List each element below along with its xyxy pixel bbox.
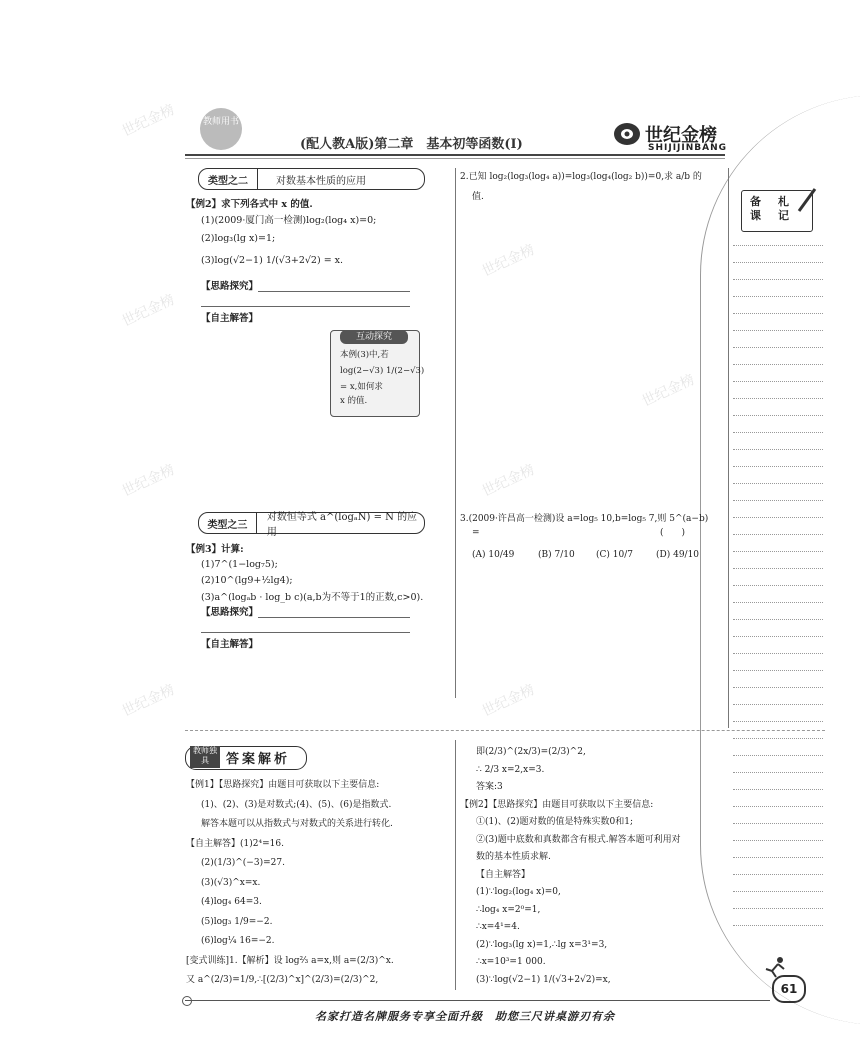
answer-line-text: 【自主解答】: [476, 869, 531, 880]
answer-line-text: (3)∵log(√2−1) 1/(√3+2√2)=x,: [476, 974, 611, 985]
header-rule-thin: [185, 158, 725, 159]
brand-subtitle: SHIJIJINBANG: [648, 143, 728, 153]
answer-line-text: ∴ 2/3 x=2,x=3.: [476, 764, 545, 775]
notes-rule: [733, 330, 823, 331]
page-curve: [700, 95, 860, 1025]
notes-rule: [733, 602, 823, 603]
answer-line-text: 又 a^(2/3)=1/9,∴[(2/3)^x]^(2/3)=(2/3)^2,: [186, 975, 379, 985]
question-3-eq: =: [472, 528, 480, 538]
notes-divider: [728, 168, 729, 728]
example-item: (2)10^(lg9+½lg4);: [201, 575, 293, 586]
option-b: (B) 7/10: [538, 550, 575, 560]
notes-rule: [733, 687, 823, 688]
interactive-line: 本例(3)中,若: [340, 350, 389, 360]
notes-rule: [733, 313, 823, 314]
type-box-3: [198, 512, 425, 538]
notes-rule: [733, 585, 823, 586]
question-3: 3.(2009·许昌高一检测)设 a=log₅ 10,b=log₅ 7,则 5^(a−b): [460, 514, 709, 524]
example-title: 【例3】计算:: [186, 544, 244, 555]
answer-label: 【自主解答】: [201, 313, 259, 324]
example-item: (1)(2009·厦门高一检测)log₂(log₄ x)=0;: [201, 215, 377, 226]
watermark: 世纪金榜: [479, 681, 538, 720]
example-title: 【例2】求下列各式中 x 的值.: [186, 199, 313, 210]
answer-line-text: ∴x=10³=1 000.: [476, 957, 546, 967]
notes-rule: [733, 755, 823, 756]
answer-line: [201, 632, 410, 633]
brand-logo: 世纪金榜: [645, 125, 717, 146]
notes-rule: [733, 398, 823, 399]
notes-label-left: 备课: [750, 195, 761, 222]
watermark: 世纪金榜: [119, 461, 178, 500]
notes-rule: [733, 347, 823, 348]
notes-rule: [733, 500, 823, 501]
answers-title: 答案解析: [226, 752, 291, 767]
notes-rule: [733, 636, 823, 637]
type-text: 对数恒等式 a^(logₐN) = N 的应用: [266, 512, 418, 538]
page-number: 61: [772, 975, 806, 1003]
notes-rule: [733, 279, 823, 280]
answer-line-text: (5)log₃ 1/9=−2.: [201, 916, 273, 927]
answer-paren: ( ): [660, 528, 686, 538]
column-divider: [455, 168, 456, 698]
answer-line-text: 即(2/3)^(2x/3)=(2/3)^2,: [476, 747, 586, 757]
answer-line-text: 【例1】【思路探究】由题目可获取以下主要信息:: [186, 780, 380, 790]
notes-rule: [733, 653, 823, 654]
notes-rule: [733, 806, 823, 807]
notes-rule: [733, 517, 823, 518]
answer-line-text: 答案:3: [476, 782, 503, 792]
example-item: (3)log(√2−1) 1/(√3+2√2) = x.: [201, 255, 344, 266]
section-separator: [185, 730, 825, 731]
type-box-2: [198, 168, 425, 190]
answer-line-text: (1)、(2)、(3)是对数式;(4)、(5)、(6)是指数式.: [201, 799, 392, 810]
notes-rule: [733, 449, 823, 450]
think-label: 【思路探究】: [201, 281, 259, 292]
globe-logo-icon: [612, 120, 642, 148]
watermark: 世纪金榜: [479, 241, 538, 280]
answer-line-text: 【例2】【思路探究】由题目可获取以下主要信息:: [460, 799, 654, 810]
watermark: 世纪金榜: [639, 371, 698, 410]
answer-line: [258, 617, 410, 618]
notes-rule: [733, 789, 823, 790]
header-rule: [185, 154, 725, 156]
answers-divider: [455, 740, 456, 990]
type-text: 对数基本性质的应用: [276, 175, 366, 187]
interactive-line: log(2−√3) 1/(2−√3): [340, 366, 425, 376]
notes-rule: [733, 857, 823, 858]
notes-rule: [733, 619, 823, 620]
answer-line-text: (3)(√3)^x=x.: [201, 877, 261, 888]
notes-rule: [733, 704, 823, 705]
notes-rule: [733, 823, 823, 824]
chapter-title: (配人教A版)第二章 基本初等函数(Ⅰ): [300, 137, 523, 152]
notes-rule: [733, 738, 823, 739]
teacher-badge: 教师用书: [200, 108, 242, 150]
example-item: (1)7^(1−log₇5);: [201, 559, 278, 570]
example-item: (3)a^(logₐb · log_b c)(a,b为不等于1的正数,c>0).: [201, 592, 424, 603]
notes-rule: [733, 534, 823, 535]
notes-rule: [733, 772, 823, 773]
example-item: (2)log₃(lg x)=1;: [201, 233, 276, 244]
interactive-line: = x,如何求: [340, 382, 383, 392]
answer-line-text: (6)log¼ 16=−2.: [201, 936, 275, 946]
notes-rule: [733, 432, 823, 433]
answer-line-text: [变式训练]1.【解析】设 log⅔ a=x,则 a=(2/3)^x.: [186, 955, 394, 966]
answer-line-text: (2)(1/3)^(−3)=27.: [201, 858, 285, 868]
answer-line: [258, 291, 410, 292]
watermark: 世纪金榜: [119, 101, 178, 140]
notes-rule: [733, 874, 823, 875]
notes-rule: [733, 568, 823, 569]
notes-rule: [733, 364, 823, 365]
notes-rule: [733, 381, 823, 382]
watermark: 世纪金榜: [119, 681, 178, 720]
type-label: 类型之二: [199, 169, 258, 189]
footer-slogan: 名家打造名牌服务专享全面升级 助您三尺讲桌游刃有余: [315, 1010, 615, 1023]
notes-rule: [733, 262, 823, 263]
notes-rule: [733, 415, 823, 416]
notes-rule: [733, 466, 823, 467]
footer-rule: [185, 1000, 770, 1001]
answer-line-text: ①(1)、(2)题对数的值是特殊实数0和1;: [476, 817, 633, 827]
question-2: 2.已知 log₂(log₃(log₄ a))=log₃(log₄(log₂ b))=0,求 a/b 的: [460, 172, 702, 182]
watermark: 世纪金榜: [479, 461, 538, 500]
answer-line-text: (4)log₄ 64=3.: [201, 897, 262, 907]
notes-label-right: 札记: [778, 195, 789, 222]
notes-rule: [733, 908, 823, 909]
option-c: (C) 10/7: [596, 550, 633, 560]
notes-rule: [733, 925, 823, 926]
teacher-tag: 教师独具: [190, 746, 220, 768]
watermark: 世纪金榜: [119, 291, 178, 330]
answer-line-text: ∴x=4¹=4.: [476, 922, 520, 932]
interactive-explore-title: 互动探究: [340, 330, 408, 344]
think-label: 【思路探究】: [201, 607, 259, 618]
answer-line-text: 解答本题可以从指数式与对数式的关系进行转化.: [201, 819, 393, 829]
answer-line-text: 数的基本性质求解.: [476, 852, 551, 862]
answer-line-text: ②(3)题中底数和真数都含有根式.解答本题可利用对: [476, 834, 681, 845]
footer-bullet: [182, 996, 192, 1006]
notes-rule: [733, 551, 823, 552]
notes-rule: [733, 670, 823, 671]
notes-rule: [733, 245, 823, 246]
interactive-line: x 的值.: [340, 396, 368, 406]
answer-line: [201, 306, 410, 307]
answer-line-text: 【自主解答】(1)2⁴=16.: [186, 838, 284, 849]
answer-line-text: ∴log₄ x=2⁰=1,: [476, 904, 541, 915]
type-label: 类型之三: [199, 513, 257, 533]
notes-rule: [733, 840, 823, 841]
notes-rule: [733, 891, 823, 892]
option-d: (D) 49/10: [656, 550, 700, 560]
pen-icon: [795, 185, 819, 215]
notes-rule: [733, 483, 823, 484]
question-2-cont: 值.: [472, 192, 484, 202]
notes-rule: [733, 721, 823, 722]
answer-line-text: (1)∵log₂(log₄ x)=0,: [476, 887, 561, 897]
option-a: (A) 10/49: [472, 550, 515, 560]
answer-label: 【自主解答】: [201, 639, 259, 650]
answer-line-text: (2)∵log₃(lg x)=1,∴lg x=3¹=3,: [476, 939, 608, 950]
notes-rule: [733, 296, 823, 297]
